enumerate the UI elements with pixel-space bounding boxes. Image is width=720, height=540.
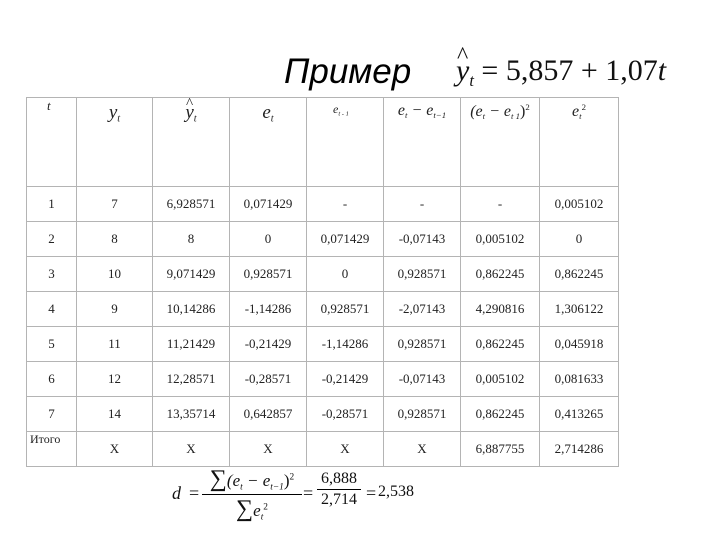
cell-e-diff-squared: 4,290816: [461, 292, 540, 327]
header-e-diff-squared: $(e_t - e_{t 1})^2$: [461, 98, 540, 187]
header-y: $y_t$: [77, 98, 153, 187]
cell-e-lag: -1,14286: [307, 327, 384, 362]
table-row: [27, 222, 619, 257]
cell-e-diff: 0,928571: [384, 327, 461, 362]
cell-t: 5: [27, 327, 77, 362]
total-label: Итого: [27, 432, 77, 467]
table-row: [27, 327, 619, 362]
header-e: $e_t$: [230, 98, 307, 187]
dw-denominator: $\sum e_t^2$: [236, 496, 268, 523]
cell-yhat: 8: [153, 222, 230, 257]
cell-yhat: 6,928571: [153, 187, 230, 222]
header-e-squared: $e_t^2$: [540, 98, 619, 187]
slide-title: Пример: [284, 52, 412, 91]
cell-e-lag: 0: [307, 257, 384, 292]
cell-t: 3: [27, 257, 77, 292]
cell-t: 4: [27, 292, 77, 327]
table-row: [27, 362, 619, 397]
dw-fraction-numeric: [317, 470, 361, 509]
cell-yhat: 13,35714: [153, 397, 230, 432]
total-cell: X: [384, 432, 461, 467]
cell-yhat: 12,28571: [153, 362, 230, 397]
table-row: [27, 397, 619, 432]
regression-equation: ^ $y_t = 5,857 + 1,07t$: [456, 54, 666, 91]
cell-e-diff: -: [384, 187, 461, 222]
cell-e-lag: -0,21429: [307, 362, 384, 397]
cell-e-squared: 0,081633: [540, 362, 619, 397]
dw-denominator-value: 2,714: [321, 491, 357, 508]
cell-e-diff: -2,07143: [384, 292, 461, 327]
cell-y: 12: [77, 362, 153, 397]
cell-e: 0,071429: [230, 187, 307, 222]
header-t: t: [27, 98, 77, 187]
cell-yhat: 9,071429: [153, 257, 230, 292]
cell-t: 7: [27, 397, 77, 432]
table-row: [27, 292, 619, 327]
table-row: [27, 187, 619, 222]
cell-e: -0,28571: [230, 362, 307, 397]
cell-e-lag: -: [307, 187, 384, 222]
cell-t: 1: [27, 187, 77, 222]
cell-e-squared: 1,306122: [540, 292, 619, 327]
cell-e: -1,14286: [230, 292, 307, 327]
total-sum-diff-squared: 6,887755: [461, 432, 540, 467]
cell-e-diff: 0,928571: [384, 397, 461, 432]
time-variable: t: [657, 54, 667, 87]
cell-e-lag: -0,28571: [307, 397, 384, 432]
table-body: [27, 187, 619, 432]
cell-e-squared: 0: [540, 222, 619, 257]
cell-t: 2: [27, 222, 77, 257]
cell-e-diff: -0,07143: [384, 222, 461, 257]
dw-numerator-value: 6,888: [317, 470, 361, 490]
cell-y: 7: [77, 187, 153, 222]
header-yhat: ^ $y_t$: [153, 98, 230, 187]
slope-value: 1,07: [605, 54, 658, 87]
cell-y: 11: [77, 327, 153, 362]
cell-t: 6: [27, 362, 77, 397]
cell-yhat: 11,21429: [153, 327, 230, 362]
cell-e-squared: 0,413265: [540, 397, 619, 432]
total-cell: X: [153, 432, 230, 467]
cell-y: 9: [77, 292, 153, 327]
table-header-row: [27, 98, 619, 187]
cell-e: -0,21429: [230, 327, 307, 362]
dw-numerator: $\sum(e_t - e_{t-1})^2$: [202, 466, 302, 495]
cell-e-diff-squared: 0,862245: [461, 397, 540, 432]
cell-e-diff-squared: -: [461, 187, 540, 222]
cell-e-diff-squared: 0,005102: [461, 362, 540, 397]
yhat-symbol: ^ y: [456, 54, 469, 88]
total-cell: X: [230, 432, 307, 467]
cell-yhat: 10,14286: [153, 292, 230, 327]
cell-e-diff-squared: 0,862245: [461, 327, 540, 362]
cell-e-diff: 0,928571: [384, 257, 461, 292]
durbin-watson-formula: d = $\frac{\sum(e_t - e_{t-1})^2}{\sum e_t^2}$ = $\frac{6,888}{2,714}$ = 2,538: [172, 466, 414, 523]
cell-e-diff-squared: 0,005102: [461, 222, 540, 257]
header-e-lag: $e_{t - 1}$: [307, 98, 384, 187]
header-e-diff: $e_t - e_{t-1}$: [384, 98, 461, 187]
cell-e-lag: 0,928571: [307, 292, 384, 327]
total-sum-e-squared: 2,714286: [540, 432, 619, 467]
dw-result: 2,538: [378, 483, 414, 500]
total-cell: X: [77, 432, 153, 467]
cell-e: 0,642857: [230, 397, 307, 432]
cell-e: 0,928571: [230, 257, 307, 292]
table-row: [27, 257, 619, 292]
dw-fraction-symbolic: [202, 466, 302, 523]
intercept-value: 5,857: [505, 54, 574, 87]
cell-e-diff: -0,07143: [384, 362, 461, 397]
residuals-table: [26, 97, 619, 467]
cell-e: 0: [230, 222, 307, 257]
total-cell: X: [307, 432, 384, 467]
cell-e-squared: 0,005102: [540, 187, 619, 222]
slide-header: [0, 48, 720, 98]
cell-e-squared: 0,862245: [540, 257, 619, 292]
cell-y: 10: [77, 257, 153, 292]
cell-y: 14: [77, 397, 153, 432]
cell-e-lag: 0,071429: [307, 222, 384, 257]
cell-e-squared: 0,045918: [540, 327, 619, 362]
dw-statistic-symbol: d: [172, 483, 181, 503]
total-row: [27, 432, 619, 467]
cell-y: 8: [77, 222, 153, 257]
cell-e-diff-squared: 0,862245: [461, 257, 540, 292]
